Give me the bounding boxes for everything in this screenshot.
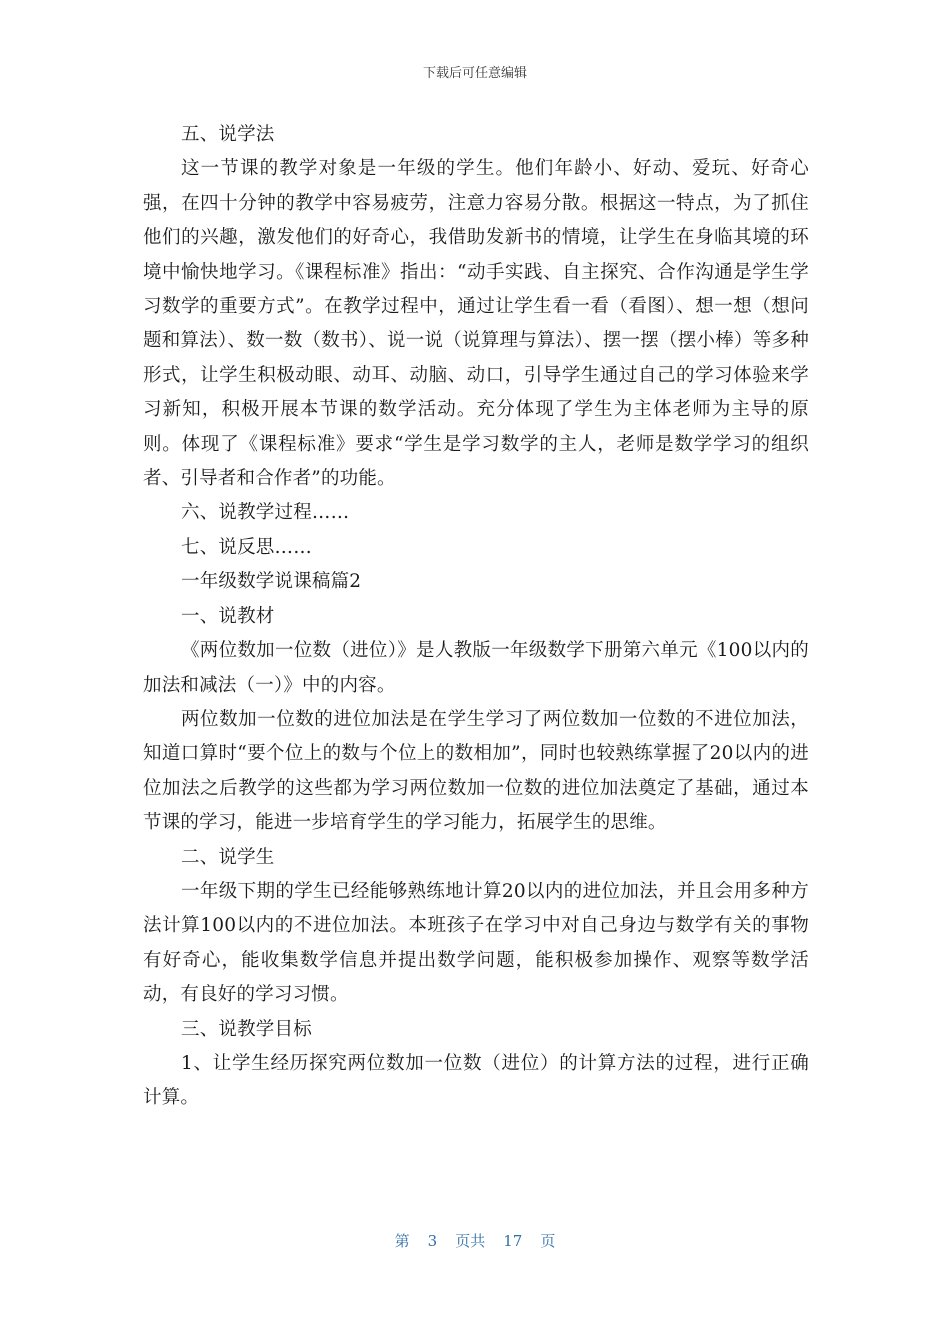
page-header: 下载后可任意编辑: [422, 66, 527, 81]
section-heading-study-method: 五、说学法: [181, 124, 275, 145]
footer-middle: 页共: [455, 1232, 486, 1250]
page-footer: [0, 1231, 950, 1251]
paragraph-objective-1: 1、让学生经历探究两位数加一位数（进位）的计算方法的过程，进行正确计算。: [143, 1052, 809, 1109]
document-body: [143, 118, 809, 1116]
article-title: 一年级数学说课稿篇2: [181, 571, 362, 593]
footer-total-pages: 17: [503, 1232, 523, 1250]
footer-current-page: 3: [427, 1232, 438, 1250]
paragraph-study-method: 这一节课的教学对象是一年级的学生。他们年龄小、好动、爱玩、好奇心强，在四十分钟的教学中容易疲劳，注意力容易分散。根据这一特点，为了抓住他们的兴趣，激发他们的好奇心，我借助发新书的情境，让学生在身临其境的环境中愉快地学习。《课程标准》指出：“动手实践、自主探究、合作沟通是学生学习数学的重要方式”。在教学过程中，通过让学生看一看（看图）、想一想（想问题和算法）、数一数（数书）、说一说（说算理与算法）、摆一摆（摆小棒）等多种形式，让学生积极动眼、动耳、动脑、动口，引导学生通过自己的学习体验来学习新知，积极开展本节课的数学活动。充分体现了学生为主体老师为主导的原则。体现了《课程标准》要求“学生是学习数学的主人，老师是数学学习的组织者、引导者和合作者”的功能。: [143, 158, 809, 490]
section-heading-teaching-process: 六、说教学过程……: [181, 502, 350, 524]
paragraph-students: 一年级下期的学生已经能够熟练地计算20以内的进位加法，并且会用多种方法计算100以内的不进位加法。本班孩子在学习中对自己身边与数学有关的事物有好奇心，能收集数学信息并提出数学问题，能积极参加操作、观察等数学活动，有良好的学习习惯。: [143, 880, 809, 1006]
section-heading-objectives: 三、说教学目标: [181, 1018, 312, 1040]
section-heading-students: 二、说学生: [181, 846, 275, 868]
footer-suffix: 页: [540, 1232, 556, 1250]
section-heading-textbook: 一、说教材: [181, 605, 275, 627]
paragraph-textbook-detail: 两位数加一位数的进位加法是在学生学习了两位数加一位数的不进位加法，知道口算时“要个位上的数与个位上的数相加”，同时也较熟练掌握了20以内的进位加法之后教学的这些都为学习两位数加一位数的进位加法奠定了基础，通过本节课的学习，能进一步培育学生的学习能力，拓展学生的思维。: [143, 708, 809, 834]
paragraph-textbook-intro: 《两位数加一位数（进位）》是人教版一年级数学下册第六单元《100以内的加法和减法（一）》中的内容。: [143, 640, 809, 696]
footer-prefix: 第: [394, 1232, 410, 1250]
section-heading-reflection: 七、说反思……: [181, 536, 312, 558]
